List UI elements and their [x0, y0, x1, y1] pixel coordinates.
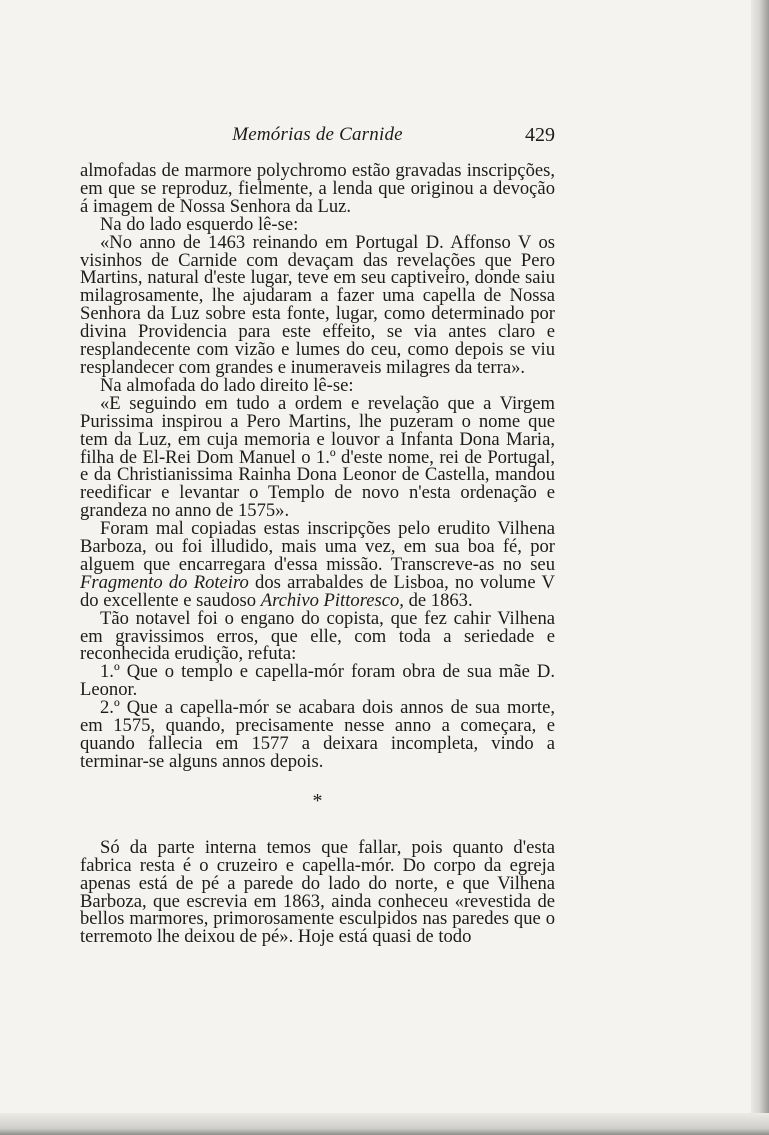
paragraph: almofadas de marmore polychromo estão gravadas inscripções, em que se reproduz, fielmente, a lenda que originou a devoção á imagem de Nossa Senhora da Luz. — [80, 160, 555, 217]
page-edge-shadow — [751, 0, 769, 1135]
paragraph: Só da parte interna temos que fallar, pois quanto d'esta fabrica resta é o cruzeiro e capella-mór. Do corpo da egreja apenas está de pé a parede do lado do norte, e que Vilhena Barboza, que escrevia em 1863, ainda conheceu «revestida de bellos marmores, primorosamente esculpidos nas paredes que o terremoto lhe deixou de pé». Hoje está quasi de todo — [80, 836, 555, 948]
paragraph — [80, 520, 555, 610]
book-page — [80, 120, 555, 946]
section-asterism: * — [312, 789, 323, 812]
body-text — [80, 162, 555, 946]
running-title: Memórias de Carnide — [232, 124, 403, 145]
quotation-right-inscription: «E seguindo em tudo a ordem e revelação que a Virgem Purissima inspirou a Pero Martins, lhe puzeram o nome que tem da Luz, em cuja memoria e louvor a Infanta Dona Maria, filha de El-Rei Dom Manuel o 1.º d'este nome, rei de Portugal, e da Christianissima Rainha Dona Leonor de Castella, mandou reedificar e levantar o Templo de novo n'esta ordenação e grandeza no anno de 1575». — [80, 392, 555, 522]
running-head — [80, 120, 555, 150]
text-run: dos arrabaldes de Lisboa, no volume V do excellente e saudoso — [80, 571, 555, 611]
list-item: 1.º Que o templo e capella-mór foram obra de sua mãe D. Leonor. — [80, 661, 555, 701]
page-bottom-edge — [0, 1113, 769, 1135]
text-run: de 1863. — [403, 589, 473, 611]
text-run: Foram mal copiadas estas inscripções pelo erudito Vilhena Barboza, ou foi illudido, mais uma vez, em sua boa fé, por alguem que encarregara d'essa missão. Transcreve-as no seu — [80, 518, 555, 575]
quotation-left-inscription: «No anno de 1463 reinando em Portugal D. Affonso V os visinhos de Carnide com devaçam das revelações que Pero Martins, natural d'este lugar, teve em seu captiveiro, donde saiu milagrosamente, lhe ajudaram a fazer uma capella de Nossa Senhora da Luz sobre esta fonte, lugar, como determinado por divina Providencia para este effeito, se via antes claro e resplandecente com vizão e lumes do ceu, como depois se viu resplandecer com grandes e inumeraveis milagres da terra». — [80, 231, 555, 378]
italic-title: Archivo Pittoresco, — [260, 589, 404, 611]
paragraph: Na almofada do lado direito lê-se: — [100, 374, 354, 396]
paragraph: Na do lado esquerdo lê-se: — [100, 213, 299, 235]
paragraph: Tão notavel foi o engano do copista, que fez cahir Vilhena em gravissimos erros, que elle, com toda a seriedade e reconhecida erudição, refuta: — [80, 607, 555, 665]
italic-title: Fragmento do Roteiro — [80, 571, 249, 593]
page-number: 429 — [525, 124, 555, 146]
list-item: 2.º Que a capella-mór se acabara dois annos de sua morte, em 1575, quando, precisamente nesse anno a começara, e quando fallecia em 1577 a deixara incompleta, vindo a terminar-se alguns annos depois. — [80, 697, 555, 772]
